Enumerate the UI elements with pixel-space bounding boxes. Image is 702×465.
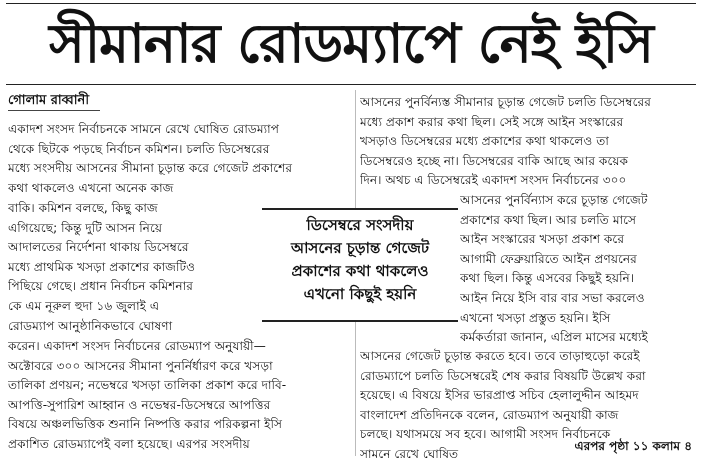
text-line: আইন নিয়ে ইসি বার বার সভা করলেও	[460, 290, 645, 305]
pull-quote-line: আসনের চূড়ান্ত গেজেট	[290, 239, 430, 257]
text-line: ডিসেম্বরেও হচ্ছে না। ডিসেম্বরের বাকি আছে আর কয়েক	[360, 153, 629, 168]
text-line: মধ্যে সংসদীয় আসনের সীমানা চূড়ান্ত করে গেজেট প্রকাশের	[8, 161, 293, 176]
text-line: আইন সংস্কারের খসড়া প্রকাশ করে	[460, 232, 625, 247]
pull-quote	[262, 208, 458, 322]
text-line: রোডম্যাপে চলতি ডিসেম্বরেই শেষ করার বিষয়টি উল্লেখ করা	[360, 368, 646, 383]
text-line: বাংলাদেশ প্রতিদিনকে বলেন, রোডম্যাপ অনুযায়ী কাজ	[360, 407, 619, 422]
text-line: কথা থাকলেও এখনো অনেক কাজ	[8, 180, 174, 195]
text-line: কে এম নূরুল হুদা ১৬ জুলাই এ	[8, 298, 160, 313]
right-column-middle	[460, 191, 692, 348]
text-line: মধ্যে প্রকাশ করার কথা ছিল। সেই সঙ্গে আইন সংস্কারের	[360, 114, 624, 129]
pull-quote-line: প্রকাশের কথা থাকলেও	[291, 262, 429, 280]
right-column-top	[360, 93, 692, 191]
text-line: একাদশ সংসদ নির্বাচনকে সামনে রেখে ঘোষিত রোডম্যাপ	[8, 122, 279, 136]
text-line: হয়েছে। এ বিষয়ে ইসির ভারপ্রাপ্ত সচিব হেলালুদ্দীন আহমদ	[360, 388, 639, 403]
headline-divider	[6, 84, 696, 85]
headline: সীমানার রোডম্যাপে নেই ইসি	[49, 12, 653, 75]
left-column-bottom	[8, 337, 350, 455]
pull-quote-line: এখনো কিছুই হয়নি	[303, 285, 417, 303]
top-divider	[6, 3, 696, 4]
text-line: তালিকা প্রণয়ন; নভেম্বরে খসড়া তালিকা প্রকাশ করে দাবি-	[8, 378, 287, 393]
text-line: এগিয়েছে; কিন্তু দুটি আসন নিয়ে	[8, 220, 163, 235]
text-line: দিন। অথচ এ ডিসেম্বরেই একাদশ সংসদ নির্বাচনের ৩০০	[360, 173, 627, 188]
continued-on-page-label: এরপর পৃষ্ঠা ১১ কলাম ৪	[574, 439, 692, 453]
text-line: চলছে। যথাসময়ে সব হবে। আগামী সংসদ নির্বাচনকে	[360, 427, 611, 442]
left-column-middle	[8, 199, 260, 336]
text-line: খসড়াও ডিসেম্বরের মধ্যে প্রকাশের কথা থাকলেও তা	[360, 134, 609, 149]
text-line: আসনের পুনর্বিন্যস্ত সীমানার চূড়ান্ত গেজেট চলতি ডিসেম্বরের	[360, 95, 651, 109]
text-line: বিষয়ে অঞ্চলভিত্তিক শুনানি নিষ্পত্তি করার পরিকল্পনা ইসি	[8, 417, 283, 432]
text-line: বাকি। কমিশন বলছে, কিছু কাজ	[8, 201, 158, 215]
byline: গোলাম রাব্বানী	[8, 93, 90, 108]
text-line: সামনে রেখে ঘোষিত	[360, 446, 459, 461]
text-line: প্রকাশিত রোডম্যাপেই বলা হয়েছে। এরপর সংসদীয়	[8, 436, 250, 451]
text-line: আসনের গেজেট চূড়ান্ত করতে হবে। তবে তাড়াহুড়ো করেই	[360, 349, 640, 363]
text-line: আদালতের নির্দেশনা থাকায় ডিসেম্বরে	[8, 240, 189, 255]
text-line: পিছিয়ে গেছে। প্রধান নির্বাচন কমিশনার	[8, 279, 193, 294]
text-line: প্রকাশের কথা ছিল। আর চলতি মাসে	[460, 212, 637, 227]
text-line: কর্মকর্তারা জানান, এপ্রিল মাসের মধ্যেই	[460, 330, 648, 345]
text-line: এখনো খসড়া প্রস্তুত হয়নি। ইসি	[460, 310, 611, 325]
text-line: অক্টোবরে ৩০০ আসনের সীমানা পুনর্নির্ধারণ করে খসড়া	[8, 358, 273, 373]
text-line: আগামী ফেব্রুয়ারিতে আইন প্রণয়নের	[460, 251, 637, 266]
pull-quote-line: ডিসেম্বরে সংসদীয়	[306, 216, 414, 234]
text-line: থেকে ছিটকে পড়ছে নির্বাচন কমিশন। চলতি ডিসেম্বরের	[8, 141, 270, 156]
text-line: রোডম্যাপ আনুষ্ঠানিকভাবে ঘোষণা	[8, 318, 173, 333]
text-line: মধ্যে প্রাথমিক খসড়া প্রকাশের কাজটিও	[8, 259, 196, 274]
left-column-top	[8, 120, 350, 198]
text-line: করেন। একাদশ সংসদ নির্বাচনের রোডম্যাপ অনুযায়ী—	[8, 339, 266, 353]
text-line: কথা ছিল। কিন্তু এসবের কিছুই হয়নি।	[460, 271, 635, 286]
byline-underline	[8, 110, 100, 111]
text-line: আসনের পুনর্বিন্যাস করে চূড়ান্ত গেজেট	[460, 193, 648, 207]
text-line: আপত্তি-সুপারিশ আহ্বান ও নভেম্বর-ডিসেম্বরে আপত্তির	[8, 397, 271, 412]
